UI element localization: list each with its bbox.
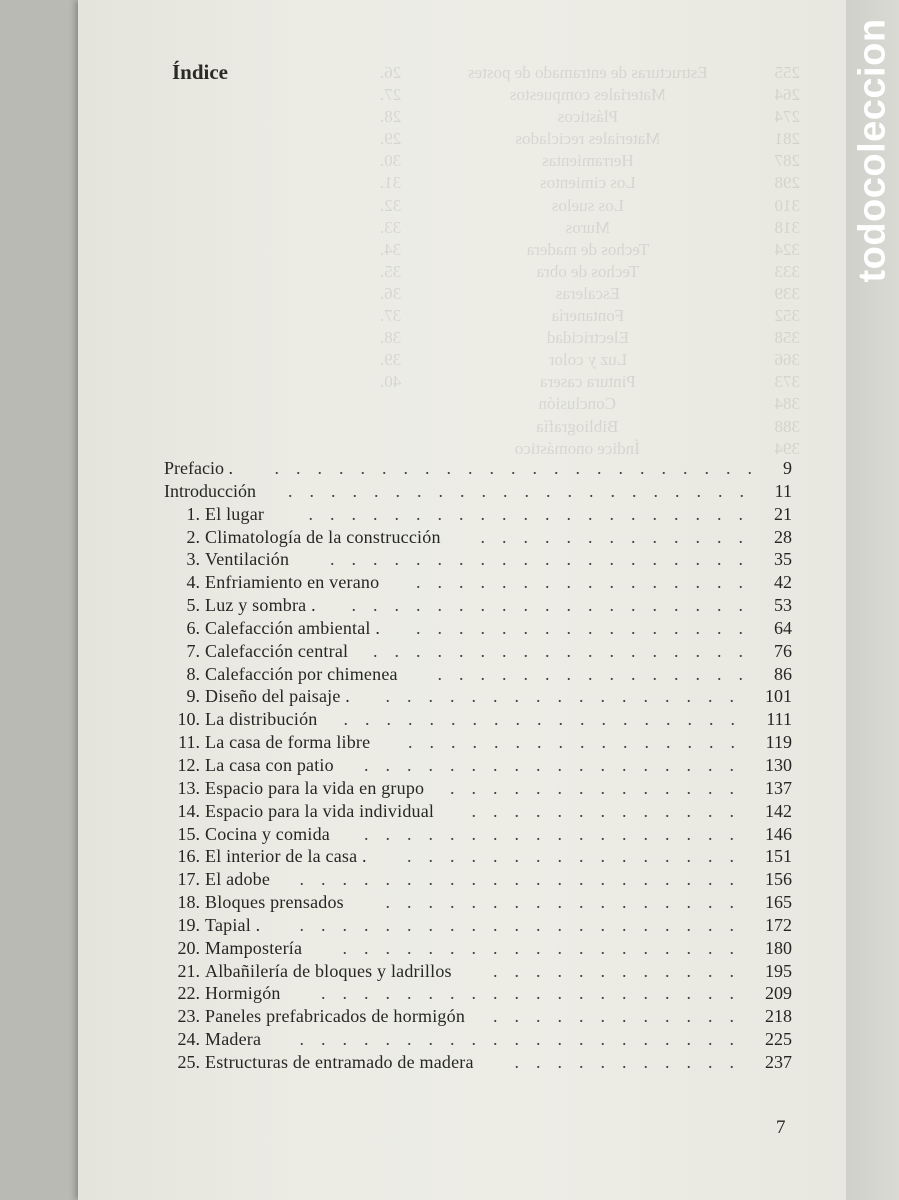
chapter-title: Bloques prensados	[205, 892, 344, 913]
show-through-line	[380, 239, 800, 261]
show-through-title: Escaleras	[555, 283, 620, 303]
leader-dots: .....................	[299, 914, 751, 935]
show-through-page: 384	[774, 394, 800, 414]
toc-entry	[164, 868, 792, 891]
show-through-page: 318	[774, 217, 800, 237]
show-through-number: 26.	[380, 63, 402, 82]
page-ref: 76	[774, 640, 792, 661]
show-through-line	[380, 349, 800, 371]
leader-dots: .............	[480, 526, 760, 547]
show-through-title: Herramientas	[542, 151, 634, 171]
page-ref: 180	[765, 937, 792, 958]
leader-dots: .............	[471, 800, 751, 821]
page-ref: 137	[765, 777, 792, 798]
chapter-title: Espacio para la vida individual	[205, 800, 435, 821]
page-ref: 64	[774, 617, 792, 638]
chapter-title: Paneles prefabricados de hormigón	[205, 1006, 466, 1027]
show-through-page: 388	[774, 416, 800, 436]
show-through-title: Fontanería	[551, 306, 625, 326]
chapter-number: 21.	[177, 960, 200, 981]
show-through-page: 358	[774, 328, 800, 348]
chapter-number: 17.	[177, 869, 200, 890]
leader-dots: ............	[493, 960, 751, 981]
chapter-title: Enfriamiento en verano	[205, 572, 380, 593]
toc-entry	[164, 754, 792, 777]
leader-dots: ....................	[330, 549, 760, 570]
show-through-page: 298	[774, 173, 800, 193]
show-through-line	[380, 261, 800, 283]
show-through-number: 33.	[380, 217, 402, 237]
page-ref: 156	[765, 869, 792, 890]
page-ref: 172	[765, 914, 792, 935]
show-through-number: 30.	[380, 151, 402, 171]
leader-dots: .....................	[299, 869, 751, 890]
page-ref: 237	[765, 1051, 792, 1072]
show-through-title: Estructuras de entramado de postes	[467, 63, 708, 82]
show-through-line	[380, 305, 800, 327]
show-through-number: 39.	[380, 350, 402, 370]
page-number: 7	[776, 1117, 786, 1138]
show-through-number: 28.	[380, 107, 402, 127]
leader-dots: ..................	[373, 640, 760, 661]
show-through-page: 324	[774, 239, 800, 259]
leader-dots: ................	[416, 617, 760, 638]
chapter-title: Cocina y comida	[205, 823, 330, 844]
chapter-title: Calefacción por chimenea	[205, 663, 398, 684]
show-through-number: 29.	[380, 129, 402, 149]
chapter-title: Albañilería de bloques y ladrillos	[205, 960, 452, 981]
leader-dots: ...................	[343, 709, 752, 730]
leader-dots: ................	[407, 846, 751, 867]
show-through-number: 35.	[380, 261, 402, 281]
show-through-line	[380, 283, 800, 305]
show-through-line	[380, 106, 800, 128]
leader-dots: .................	[385, 892, 751, 913]
chapter-number: 19.	[177, 914, 200, 935]
chapter-number: 11.	[178, 732, 200, 753]
page-ref: 146	[765, 823, 792, 844]
chapter-number: 10.	[177, 709, 200, 730]
chapter-number: 18.	[177, 892, 200, 913]
toc-entry	[164, 548, 792, 571]
show-through-line	[380, 62, 800, 84]
leader-dots: ...................	[342, 937, 751, 958]
toc-entry	[164, 777, 792, 800]
toc-entry	[164, 937, 792, 960]
show-through-line	[380, 150, 800, 172]
leader-dots: ...........	[514, 1051, 751, 1072]
chapter-title: Calefacción ambiental .	[205, 617, 381, 638]
show-through-title: Conclusión	[538, 394, 616, 414]
show-through-title: Los suelos	[551, 195, 624, 215]
chapter-number: 6.	[186, 617, 200, 638]
page-ref: 9	[783, 458, 792, 478]
chapter-title: Climatología de la construcción	[205, 526, 441, 547]
toc-entry	[164, 685, 792, 708]
chapter-title: El adobe	[205, 869, 271, 890]
leader-dots: .....................	[299, 1029, 751, 1050]
show-through-line	[380, 393, 800, 415]
show-through-number: 32.	[380, 195, 402, 215]
chapter-number: 12.	[177, 754, 200, 775]
toc-entry	[164, 480, 792, 503]
show-through-number: 37.	[380, 306, 402, 326]
show-through-title: Techos de madera	[526, 239, 650, 259]
chapter-title: Madera	[205, 1029, 262, 1050]
toc-entry	[164, 708, 792, 731]
show-through-text	[380, 62, 800, 472]
leader-dots: ...............	[437, 663, 760, 684]
page-ref: 225	[765, 1029, 792, 1050]
show-through-title: Pintura casera	[539, 372, 636, 392]
page-ref: 165	[765, 892, 792, 913]
chapter-title: La casa de forma libre	[205, 732, 371, 753]
page-ref: 142	[765, 800, 792, 821]
page-ref: 130	[765, 754, 792, 775]
chapter-title: Diseño del paisaje .	[205, 686, 350, 707]
show-through-number: 36.	[380, 283, 402, 303]
show-through-line	[380, 128, 800, 150]
chapter-number: 7.	[186, 640, 200, 661]
table-of-contents	[164, 457, 792, 1074]
show-through-title: Muros	[565, 217, 611, 237]
show-through-page: 394	[774, 438, 800, 458]
show-through-number: 38.	[380, 328, 402, 348]
chapter-number: 16.	[177, 846, 200, 867]
show-through-page: 352	[774, 306, 800, 326]
show-through-page: 310	[774, 195, 800, 215]
chapter-number: 25.	[177, 1051, 200, 1072]
chapter-title: Hormigón	[205, 983, 281, 1004]
page-ref: 35	[774, 549, 792, 570]
show-through-line	[380, 371, 800, 393]
toc-entry	[164, 1028, 792, 1051]
show-through-title: Electricidad	[546, 328, 629, 348]
page-ref: 209	[765, 983, 792, 1004]
chapter-number: 23.	[177, 1006, 200, 1027]
leader-dots: ......................	[288, 480, 761, 501]
toc-entry	[164, 845, 792, 868]
show-through-page: 339	[774, 283, 800, 303]
show-through-number: 34.	[380, 239, 402, 259]
leader-dots: .................	[385, 686, 751, 707]
show-through-page: 333	[774, 261, 800, 281]
chapter-title: Espacio para la vida en grupo	[205, 777, 425, 798]
chapter-title: Luz y sombra .	[205, 595, 316, 616]
leader-dots: ..................	[364, 823, 751, 844]
toc-entry	[164, 800, 792, 823]
show-through-page: 287	[774, 151, 800, 171]
chapter-number: 13.	[177, 777, 200, 798]
chapter-number: 15.	[177, 823, 200, 844]
show-through-page: 281	[774, 129, 800, 149]
chapter-title: Mampostería	[205, 937, 303, 958]
toc-entry	[164, 457, 792, 480]
toc-entry	[164, 640, 792, 663]
page-ref: 101	[765, 686, 792, 707]
toc-entry	[164, 594, 792, 617]
chapter-number: 20.	[177, 937, 200, 958]
show-through-line	[380, 327, 800, 349]
chapter-title: Prefacio .	[164, 458, 233, 478]
chapter-title: La casa con patio	[205, 754, 334, 775]
chapter-number: 14.	[177, 800, 200, 821]
chapter-number: 1.	[186, 503, 200, 524]
show-through-page: 264	[774, 85, 800, 105]
page-ref: 42	[774, 572, 792, 593]
show-through-number: 40.	[380, 372, 402, 392]
chapter-number: 5.	[186, 595, 200, 616]
toc-entry	[164, 571, 792, 594]
page-ref: 218	[765, 1006, 792, 1027]
page-ref: 28	[774, 526, 792, 547]
show-through-line	[380, 84, 800, 106]
show-through-title: Luz y color	[548, 350, 628, 370]
show-through-title: Techos de obra	[536, 261, 640, 281]
chapter-title: Introducción	[164, 480, 256, 501]
toc-entry	[164, 526, 792, 549]
show-through-title: Materiales compuestos	[509, 85, 667, 105]
show-through-line	[380, 195, 800, 217]
chapter-title: Ventilación	[205, 549, 290, 570]
toc-entry	[164, 663, 792, 686]
toc-entry	[164, 823, 792, 846]
toc-entry	[164, 891, 792, 914]
show-through-number: 31.	[380, 173, 402, 193]
leader-dots: ............	[493, 1006, 751, 1027]
page-ref: 53	[774, 595, 792, 616]
show-through-title: Materiales reciclados	[515, 129, 661, 149]
toc-entry	[164, 960, 792, 983]
page-ref: 11	[774, 480, 792, 501]
show-through-page: 366	[774, 350, 800, 370]
show-through-title: Bibliografía	[536, 416, 619, 436]
show-through-line	[380, 217, 800, 239]
chapter-title: Tapial .	[205, 914, 261, 935]
leader-dots: ....................	[321, 983, 751, 1004]
chapter-number: 24.	[177, 1029, 200, 1050]
show-through-title: Plásticos	[557, 107, 619, 127]
page-ref: 119	[765, 732, 792, 753]
page-ref: 86	[774, 663, 792, 684]
chapter-number: 3.	[186, 549, 200, 570]
leader-dots: .......................	[274, 458, 769, 478]
leader-dots: ..................	[364, 754, 751, 775]
show-through-number: 27.	[380, 85, 402, 105]
watermark-text: todocoleccion	[851, 17, 894, 283]
leader-dots: ................	[416, 572, 760, 593]
chapter-title: El lugar	[205, 503, 265, 524]
leader-dots: .....................	[308, 503, 760, 524]
page-ref: 21	[774, 503, 792, 524]
page-ref: 195	[765, 960, 792, 981]
leader-dots: ..............	[450, 777, 751, 798]
toc-entry	[164, 617, 792, 640]
show-through-page: 373	[774, 372, 800, 392]
chapter-number: 22.	[177, 983, 200, 1004]
watermark-logo	[850, 0, 896, 300]
chapter-number: 8.	[186, 663, 200, 684]
show-through-line	[380, 172, 800, 194]
chapter-number: 2.	[186, 526, 200, 547]
chapter-title: Estructuras de entramado de madera	[205, 1051, 474, 1072]
leader-dots: ...................	[351, 595, 760, 616]
chapter-title: El interior de la casa .	[205, 846, 367, 867]
toc-entry	[164, 503, 792, 526]
toc-entry	[164, 1051, 792, 1074]
show-through-page: 255	[774, 63, 800, 82]
leader-dots: ................	[408, 732, 752, 753]
chapter-title: La distribución	[205, 709, 318, 730]
page-ref: 111	[766, 709, 792, 730]
toc-entry	[164, 982, 792, 1005]
show-through-title: Los cimientos	[539, 173, 636, 193]
page-ref: 151	[765, 846, 792, 867]
chapter-title: Calefacción central	[205, 640, 349, 661]
toc-entry	[164, 1005, 792, 1028]
page-heading: Índice	[172, 60, 229, 84]
show-through-title: Índice onomástico	[514, 438, 640, 458]
toc-entry	[164, 914, 792, 937]
chapter-number: 9.	[186, 686, 200, 707]
show-through-page: 274	[774, 107, 800, 127]
toc-entry	[164, 731, 792, 754]
show-through-line	[380, 416, 800, 438]
chapter-number: 4.	[186, 572, 200, 593]
